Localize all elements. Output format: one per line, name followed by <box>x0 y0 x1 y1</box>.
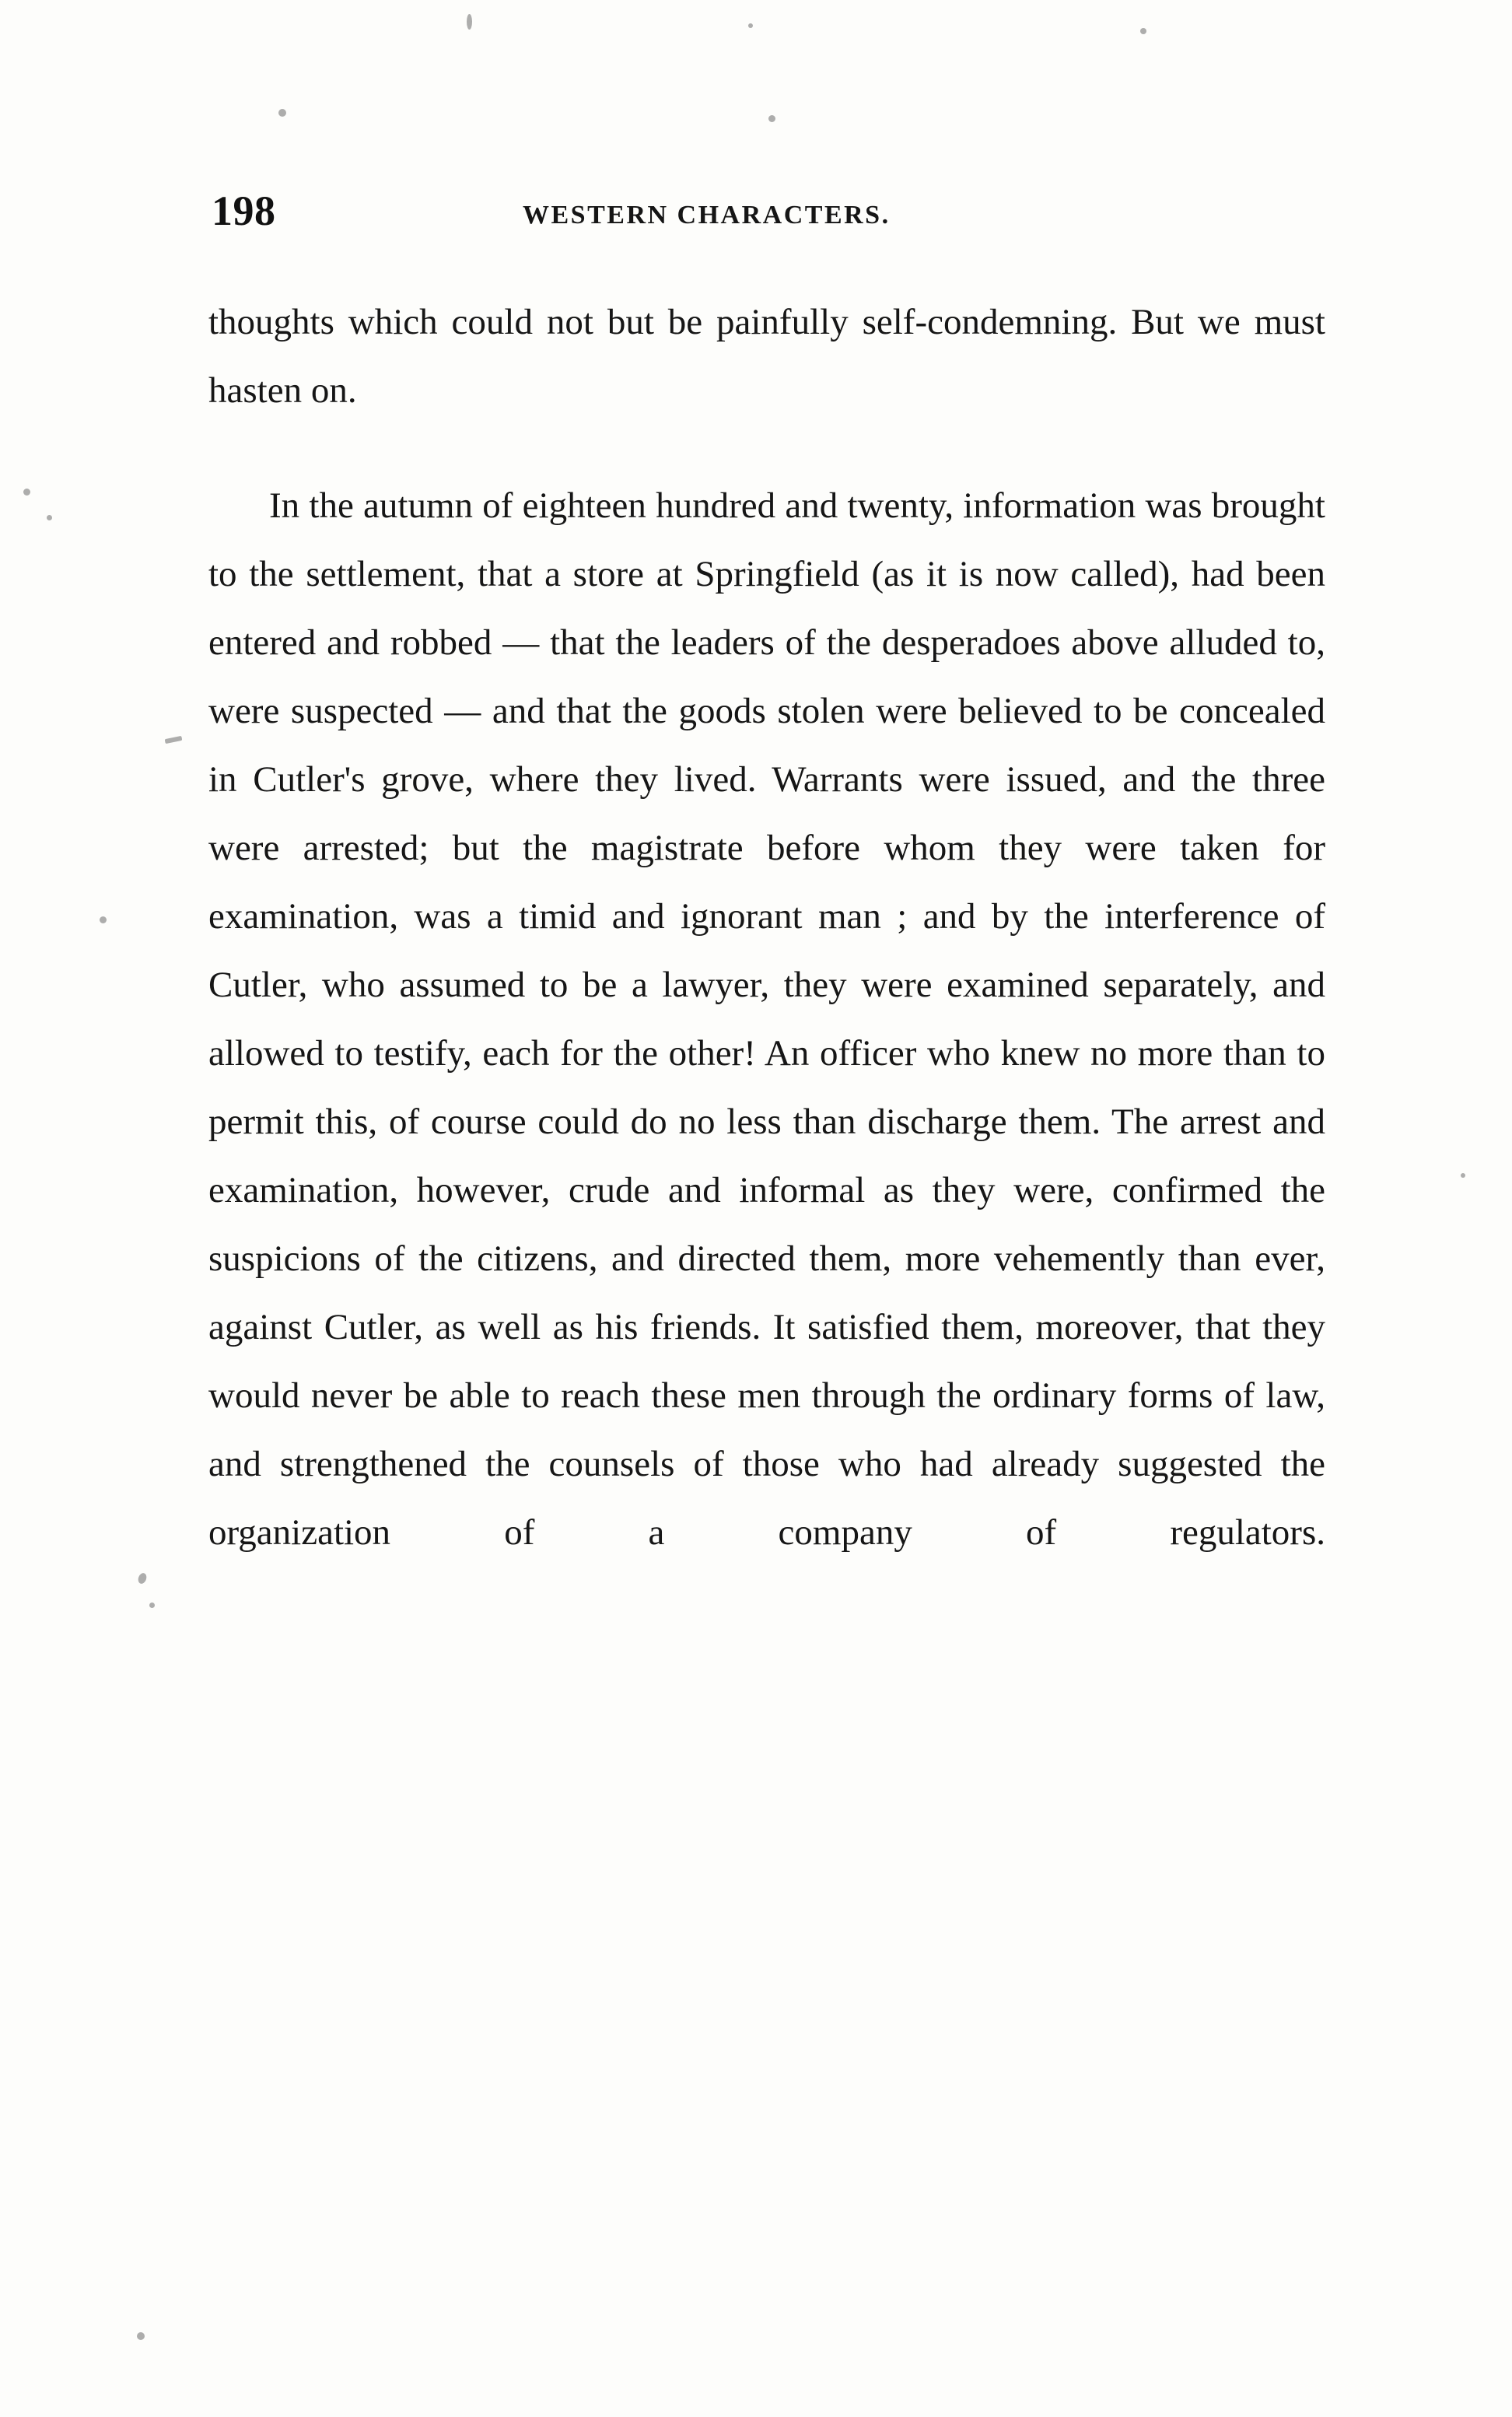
paragraph: In the autumn of eighteen hundred and twenty, information was brought to the settlement, that a store at Springfield (as it is now called), had been entered and robbed — that the leaders of the desperadoes above alluded to, were suspected — and that the goods stolen were believed to be concealed in Cutler's grove, where they lived. Warrants were issued, and the three were arrested; but the magistrate before whom they were taken for examination, was a timid and ignorant man ; and by the interference of Cutler, who assumed to be a lawyer, they were examined separately, and allowed to testify, each for the other! An officer who knew no more than to permit this, of course could do no less than discharge them. The arrest and examination, however, crude and informal as they were, confirmed the suspicions of the citizens, and directed them, more vehemently than ever, against Cutler, as well as his friends. It satisfied them, moreover, that they would never be able to reach these men through the ordinary forms of law, and strengthened the counsels of those who had already suggested the organization of a company of regulators. <box>208 485 1325 1553</box>
running-head: WESTERN CHARACTERS. <box>523 201 891 229</box>
scan-speck <box>137 1572 148 1585</box>
page-number: 198 <box>212 187 276 234</box>
page-body <box>208 288 1325 1635</box>
page-header <box>212 187 1300 241</box>
scan-speck <box>165 736 183 744</box>
scan-speck <box>748 23 753 28</box>
scan-speck <box>1140 28 1146 34</box>
scan-speck <box>149 1603 155 1608</box>
scan-speck <box>23 489 30 496</box>
paragraph: thoughts which could not but be painfully self-condemning. But we must hasten on. <box>208 302 1325 411</box>
scan-speck <box>47 515 52 520</box>
scan-speck <box>1461 1173 1465 1178</box>
scan-speck <box>467 14 472 30</box>
scan-speck <box>768 115 775 122</box>
scan-speck <box>137 2332 145 2340</box>
scan-speck <box>100 916 107 923</box>
scan-speck <box>278 109 286 117</box>
